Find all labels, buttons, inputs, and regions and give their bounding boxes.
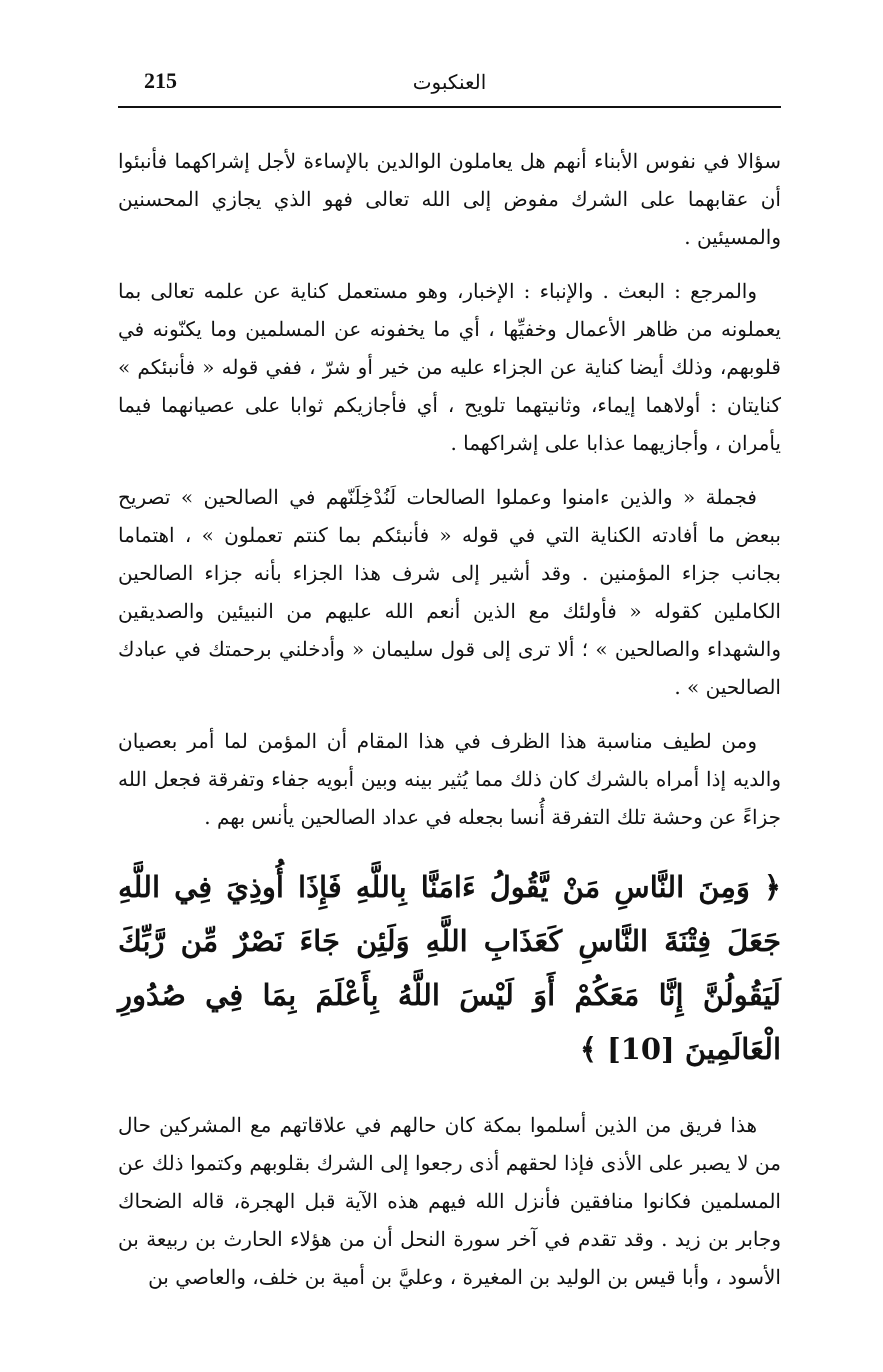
paragraph-1: سؤالا في نفوس الأبناء أنهم هل يعاملون الوالدين بالإساءة لأجل إشراكهما فأنبئوا أن عقابهما على الشرك مفوض إلى الله تعالى فهو الذي يجازي المحسنين والمسيئين . xyxy=(118,149,781,249)
paragraph-3: فجملة « والذين ءامنوا وعملوا الصالحات لَنُدْخِلَنّهم في الصالحين » تصريح ببعض ما أفادته الكناية التي في قوله « فأنبئكم بما كنتم تعملون » ، اهتماما بجانب جزاء المؤمنين . وقد أشير إلى شرف هذا الجزاء بأنه جزاء الصالحين الكاملين كقوله « فأولئك مع الذين أنعم الله عليهم من النبيئين والصديقين والشهداء والصالحين » ؛ ألا ترى إلى قول سليمان « وأدخلني برحمتك في عبادك الصالحين » . xyxy=(118,485,781,699)
body-text xyxy=(118,142,781,1312)
surah-title: العنكبوت xyxy=(412,70,487,94)
quran-verse: ﴿ وَمِنَ النَّاسِ مَنْ يَّقُولُ ءَامَنَّا بِاللَّهِ فَإِذَا أُوذِيَ فِي اللَّهِ جَعَلَ فِتْنَةَ النَّاسِ كَعَذَابِ اللَّهِ وَلَئِن جَاءَ نَصْرٌ مِّن رَّبِّكَ لَيَقُولُنَّ إِنَّا مَعَكُمْ أَوَ لَيْسَ اللَّهُ بِأَعْلَمَ بِمَا فِي صُدُورِ الْعَالَمِينَ [10] ﴾ xyxy=(118,870,781,1066)
page-number: 215 xyxy=(144,68,177,93)
page-header xyxy=(118,62,781,108)
paragraph-2: والمرجع : البعث . والإنباء : الإخبار، وهو مستعمل كناية عن علمه تعالى بما يعملونه من ظاهر الأعمال وخفيِّها ، أي ما يخفونه عن المسلمين وما يكنّونه في قلوبهم، وذلك أيضا كناية عن الجزاء عليه من خير أو شرّ ، ففي قوله « فأنبئكم » كنايتان : أولاهما إيماء، وثانيتهما تلويح ، أي فأجازيكم ثوابا على عصيانهما فيما يأمران ، وأجازيهما عذابا على إشراكهما . xyxy=(118,279,781,455)
paragraph-4: ومن لطيف مناسبة هذا الظرف في هذا المقام أن المؤمن لما أمر بعصيان والديه إذا أمراه بالشرك كان ذلك مما يُثير بينه وبين أبويه جفاء وتفرقة فجعل الله جزاءً عن وحشة تلك التفرقة أُنسا بجعله في عداد الصالحين يأنس بهم . xyxy=(118,729,781,829)
paragraph-5: هذا فريق من الذين أسلموا بمكة كان حالهم في علاقاتهم مع المشركين حال من لا يصبر على الأذى فإذا لحقهم أذى رجعوا إلى الشرك بقلوبهم وكتموا ذلك عن المسلمين فكانوا منافقين فأنزل الله فيهم هذه الآية قبل الهجرة، قاله الضحاك وجابر بن زيد . وقد تقدم في آخر سورة النحل أن من هؤلاء الحارث بن ربيعة بن الأسود ، وأبا قيس بن الوليد بن المغيرة ، وعليَّ بن أمية بن خلف، والعاصي بن xyxy=(118,1113,781,1289)
